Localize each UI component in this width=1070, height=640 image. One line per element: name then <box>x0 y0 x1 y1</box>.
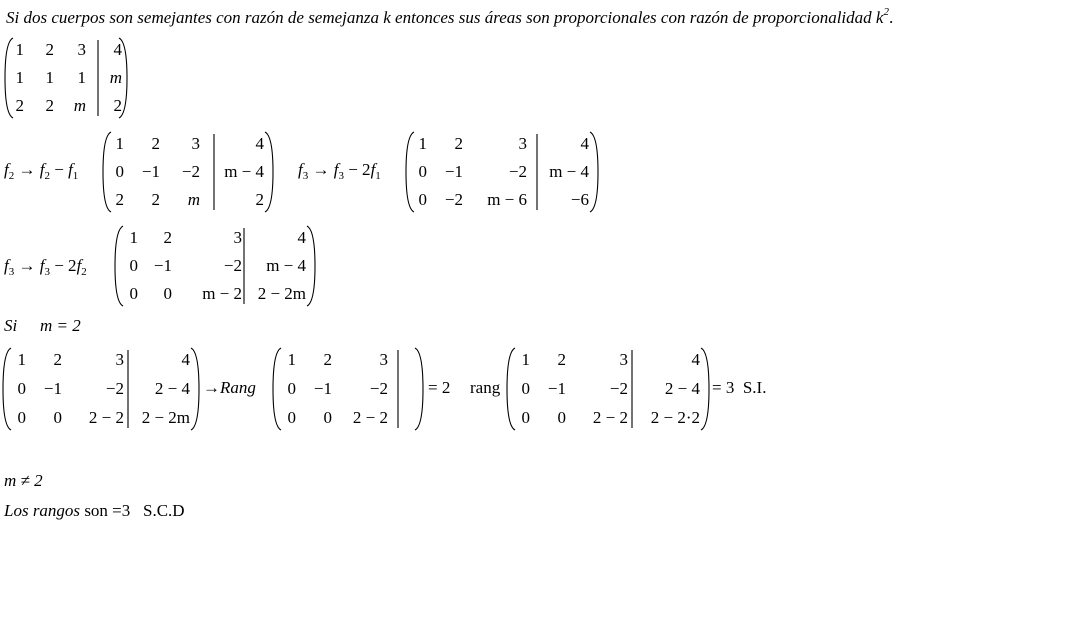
matrix-cell: m <box>73 96 86 115</box>
matrix-cell: m <box>109 68 122 87</box>
matrix-cell: 4 <box>113 40 122 59</box>
matrix-cell: 0 <box>287 408 296 427</box>
matrix-cell: m − 4 <box>549 162 589 181</box>
matrix-cell: −1 <box>444 162 463 181</box>
title-exponent: 2 <box>883 6 889 18</box>
matrix-cell: 2 − 4 <box>154 379 190 398</box>
case1-si: Si <box>4 316 18 335</box>
case1-eq2: = 3 S.I. <box>712 378 767 397</box>
matrix-cell: 0 <box>557 408 566 427</box>
matrix-cell: 1 <box>77 68 86 87</box>
matrix-cell: 2 − 2·2 <box>650 408 700 427</box>
right-paren <box>265 132 273 212</box>
matrix-cell: −1 <box>141 162 160 181</box>
matrix-cell: −1 <box>313 379 332 398</box>
case1-eq1: = 2 <box>428 378 451 397</box>
matrix-cell: 2 <box>151 134 160 153</box>
matrix-cell: 0 <box>521 379 530 398</box>
matrix-cell: 3 <box>379 350 388 369</box>
matrix-case1-a <box>2 346 200 432</box>
matrix-cell: 2 <box>323 350 332 369</box>
matrix-cell: −1 <box>547 379 566 398</box>
matrix-cell: 3 <box>77 40 86 59</box>
left-paren <box>103 132 111 212</box>
case2-result: S.C.D <box>143 501 185 520</box>
matrix-step1 <box>102 130 274 214</box>
matrix-cell: 3 <box>619 350 628 369</box>
matrix-cell: 2 <box>151 190 160 209</box>
matrix-cell: 2 <box>557 350 566 369</box>
matrix-cell: 2 <box>45 40 54 59</box>
matrix-cell: 2 − 2 <box>352 408 388 427</box>
left-paren <box>115 226 123 306</box>
matrix-cell: 2 <box>163 228 172 247</box>
case1-result: S.I. <box>742 378 767 397</box>
matrix-cell: 3 <box>115 350 124 369</box>
matrix-cell: −2 <box>223 256 242 275</box>
matrix-cell: 2 <box>454 134 463 153</box>
matrix-step3 <box>114 224 316 308</box>
matrix-cell: 0 <box>287 379 296 398</box>
matrix-cell: 1 <box>15 68 24 87</box>
matrix-cell: 0 <box>418 190 427 209</box>
matrix-cell: 4 <box>181 350 190 369</box>
matrix-cell: m − 2 <box>202 284 242 303</box>
matrix-cell: 2 <box>45 96 54 115</box>
matrix-cell: 0 <box>17 379 26 398</box>
matrix-cell: 2 <box>255 190 264 209</box>
right-paren <box>307 226 315 306</box>
matrix-cell: −1 <box>153 256 172 275</box>
matrix-cell: 2 <box>15 96 24 115</box>
matrix-cell: −2 <box>508 162 527 181</box>
matrix-cell: 0 <box>418 162 427 181</box>
matrix-cell: −2 <box>609 379 628 398</box>
right-paren <box>590 132 598 212</box>
matrix-cell: 4 <box>580 134 589 153</box>
matrix-cell: 0 <box>323 408 332 427</box>
matrix-cell: 4 <box>691 350 700 369</box>
case1-condition: m = 2 <box>40 316 81 335</box>
matrix-initial <box>4 36 128 120</box>
matrix-cell: 3 <box>191 134 200 153</box>
matrix-cell: m − 4 <box>224 162 264 181</box>
matrix-step2 <box>405 130 599 214</box>
title-line <box>6 8 893 28</box>
matrix-cell: 0 <box>115 162 124 181</box>
title-text: Si dos cuerpos son semejantes con razón de semejanza k entonces sus áreas son proporcionales con razón de proporcionalidad k <box>6 8 884 27</box>
matrix-cell: m − 4 <box>266 256 306 275</box>
matrix-cell: 1 <box>45 68 54 87</box>
case2-line: Los rangos son =3 S.C.D <box>4 501 185 520</box>
matrix-cell: 0 <box>129 256 138 275</box>
left-paren <box>5 38 13 118</box>
matrix-cell: 0 <box>53 408 62 427</box>
case1-arrow-rang: →Rang <box>203 378 256 397</box>
matrix-case1-rank <box>272 346 424 432</box>
matrix-cell: 2 <box>113 96 122 115</box>
title-end: . <box>888 8 894 27</box>
matrix-cell: 3 <box>233 228 242 247</box>
matrix-cell: 0 <box>163 284 172 303</box>
matrix-cell: m <box>187 190 200 209</box>
right-paren <box>191 348 199 430</box>
right-paren <box>701 348 709 430</box>
matrix-cell: 1 <box>418 134 427 153</box>
left-paren <box>406 132 414 212</box>
matrix-cell: −1 <box>43 379 62 398</box>
matrix-cell: 2 <box>115 190 124 209</box>
case2-condition: m ≠ 2 <box>4 471 43 490</box>
left-paren <box>507 348 515 430</box>
matrix-cell: 1 <box>17 350 26 369</box>
matrix-cell: −2 <box>369 379 388 398</box>
matrix-cell: 0 <box>521 408 530 427</box>
matrix-cell: 0 <box>17 408 26 427</box>
matrix-cell: 1 <box>129 228 138 247</box>
matrix-cell: 1 <box>521 350 530 369</box>
matrix-cell: 4 <box>297 228 306 247</box>
matrix-cell: 1 <box>15 40 24 59</box>
left-paren <box>273 348 281 430</box>
step2-label: $f_3 \to f_3 - 2f_1$ <box>298 160 381 182</box>
right-paren <box>415 348 423 430</box>
matrix-cell: −2 <box>444 190 463 209</box>
matrix-cell: 2 − 2 <box>88 408 124 427</box>
matrix-cell: 2 − 2m <box>141 408 190 427</box>
step1-label: $f_2 \to f_2 - f_1$ <box>4 160 79 182</box>
case1-rang2: rang <box>470 378 501 397</box>
matrix-cell: 2 − 2m <box>257 284 306 303</box>
matrix-cell: 0 <box>129 284 138 303</box>
matrix-cell: 2 − 2 <box>592 408 628 427</box>
matrix-cell: 3 <box>518 134 527 153</box>
matrix-cell: −6 <box>570 190 589 209</box>
matrix-cell: 1 <box>287 350 296 369</box>
matrix-case1-c <box>506 346 710 432</box>
matrix-cell: 2 − 4 <box>664 379 700 398</box>
matrix-cell: −2 <box>181 162 200 181</box>
matrix-cell: m − 6 <box>487 190 527 209</box>
matrix-cell: 1 <box>115 134 124 153</box>
matrix-cell: 2 <box>53 350 62 369</box>
step3-label: $f_3 \to f_3 - 2f_2$ <box>4 256 87 278</box>
left-paren <box>3 348 11 430</box>
matrix-cell: 4 <box>255 134 264 153</box>
matrix-cell: −2 <box>105 379 124 398</box>
